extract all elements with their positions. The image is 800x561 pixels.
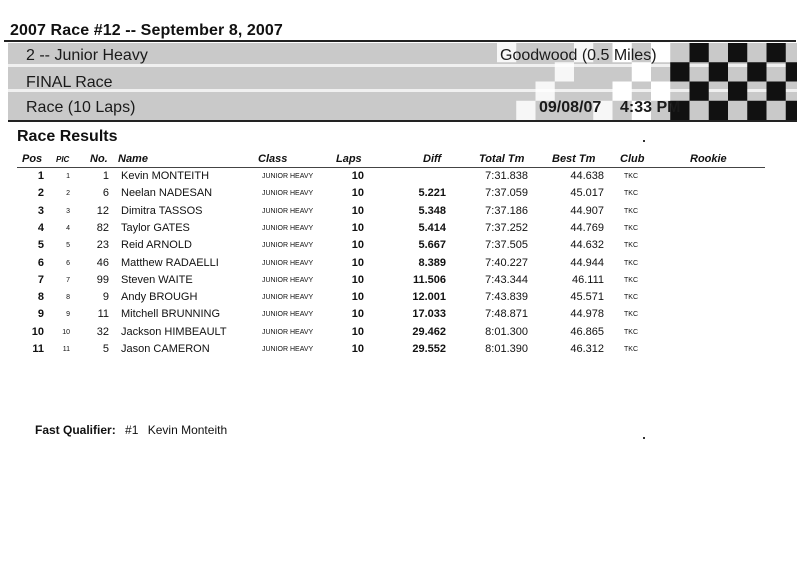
best-time-cell: 44.632 — [570, 239, 604, 252]
name-cell: Taylor GATES — [121, 221, 190, 234]
checker-square — [728, 82, 747, 101]
club-cell: TKC — [624, 311, 638, 319]
table-row — [0, 205, 800, 222]
table-row — [0, 326, 800, 343]
class-cell: JUNIOR HEAVY — [262, 346, 314, 353]
col-header-club: Club — [620, 153, 645, 165]
col-header-pic: PIC — [56, 155, 70, 164]
name-cell: Mitchell BRUNNING — [121, 308, 221, 321]
col-header-rookie: Rookie — [690, 153, 727, 165]
diff-cell: 5.348 — [418, 204, 446, 217]
pic-cell: 9 — [66, 311, 70, 319]
col-header-best: Best Tm — [552, 153, 596, 165]
total-time-cell: 7:43.344 — [485, 273, 528, 286]
pic-cell: 4 — [66, 224, 70, 232]
pic-cell: 1 — [66, 173, 70, 180]
laps-cell: 10 — [351, 256, 364, 269]
number-cell: 9 — [102, 291, 109, 304]
col-header-no: No. — [90, 153, 108, 165]
diff-cell: 11.506 — [412, 273, 446, 286]
diff-cell: 5.221 — [418, 187, 446, 200]
club-cell: TKC — [624, 173, 638, 180]
checker-square — [709, 101, 728, 120]
laps-cell: 10 — [351, 325, 364, 338]
checker-square — [786, 62, 797, 81]
class-cell: JUNIOR HEAVY — [262, 328, 314, 336]
class-name: 2 -- Junior Heavy — [26, 47, 148, 64]
race-date: 09/08/07 — [539, 99, 602, 116]
col-header-laps: Laps — [336, 153, 362, 165]
laps-cell: 10 — [351, 343, 364, 355]
total-time-cell: 8:01.300 — [485, 325, 528, 338]
best-time-cell: 44.907 — [570, 204, 604, 217]
pic-cell: 3 — [66, 207, 70, 215]
col-header-diff: Diff — [423, 153, 442, 165]
class-cell: JUNIOR HEAVY — [262, 276, 314, 284]
total-time-cell: 7:40.227 — [485, 256, 528, 269]
page-title: 2007 Race #12 -- September 8, 2007 — [10, 22, 283, 39]
section-title: Race Results — [17, 128, 118, 145]
laps-cell: 10 — [351, 273, 364, 286]
number-cell: 32 — [96, 325, 109, 338]
table-row — [0, 274, 800, 291]
pic-cell: 6 — [66, 259, 70, 267]
col-header-total: Total Tm — [479, 153, 525, 165]
race-info-banner — [8, 43, 797, 122]
col-header-name: Name — [118, 153, 148, 165]
club-cell: TKC — [624, 207, 638, 215]
laps-cell: 10 — [351, 308, 364, 321]
laps-cell: 10 — [351, 291, 364, 304]
pos-cell: 11 — [32, 343, 44, 355]
laps-cell: 10 — [351, 221, 364, 234]
number-cell: 11 — [97, 308, 109, 321]
number-cell: 99 — [96, 273, 109, 286]
club-cell: TKC — [624, 276, 638, 284]
checker-square — [747, 101, 766, 120]
number-cell: 23 — [96, 239, 109, 252]
pic-cell: 11 — [62, 346, 70, 353]
col-header-class: Class — [258, 153, 288, 165]
checker-square — [709, 62, 728, 81]
pic-cell: 8 — [66, 294, 70, 302]
total-time-cell: 7:37.252 — [485, 221, 528, 234]
checker-square — [651, 82, 670, 101]
number-cell: 1 — [102, 170, 109, 182]
class-cell: JUNIOR HEAVY — [262, 207, 314, 215]
race-time: 4:33 PM — [620, 99, 681, 116]
checker-square — [690, 82, 709, 101]
diff-cell: 8.389 — [418, 256, 446, 269]
checker-square — [767, 43, 786, 62]
best-time-cell: 44.978 — [570, 308, 604, 321]
best-time-cell: 46.865 — [570, 325, 604, 338]
table-row — [0, 257, 800, 274]
checker-square — [536, 82, 555, 101]
checker-square — [632, 62, 651, 81]
checker-square — [516, 101, 535, 120]
club-cell: TKC — [624, 346, 638, 353]
pos-cell: 2 — [37, 187, 44, 200]
name-cell: Jackson HIMBEAULT — [121, 325, 227, 338]
best-time-cell: 46.312 — [570, 343, 604, 355]
checker-square — [747, 62, 766, 81]
pos-cell: 8 — [37, 291, 44, 304]
class-cell: JUNIOR HEAVY — [262, 190, 314, 198]
total-time-cell: 7:43.839 — [485, 291, 528, 304]
best-time-cell: 45.571 — [570, 291, 604, 304]
name-cell: Andy BROUGH — [121, 291, 198, 304]
club-cell: TKC — [624, 328, 638, 336]
pos-cell: 7 — [37, 273, 44, 286]
checker-square — [670, 62, 689, 81]
laps-cell: 10 — [351, 204, 364, 217]
number-cell: 46 — [96, 256, 109, 269]
number-cell: 82 — [96, 221, 109, 234]
table-row — [0, 308, 800, 325]
class-cell: JUNIOR HEAVY — [262, 224, 314, 232]
diff-cell: 12.001 — [412, 291, 446, 304]
race-laps: Race (10 Laps) — [26, 99, 136, 116]
pic-cell: 10 — [62, 328, 70, 336]
fast-qualifier — [35, 423, 227, 437]
laps-cell: 10 — [351, 239, 364, 252]
best-time-cell: 44.944 — [570, 256, 604, 269]
scan-mark — [643, 437, 645, 439]
number-cell: 12 — [96, 204, 109, 217]
diff-cell: 29.462 — [412, 325, 446, 338]
diff-cell: 5.667 — [418, 239, 446, 252]
checker-square — [786, 101, 797, 120]
class-cell: JUNIOR HEAVY — [262, 259, 314, 267]
diff-cell: 5.414 — [418, 221, 446, 234]
table-row — [0, 239, 800, 256]
table-row — [0, 291, 800, 308]
pos-cell: 4 — [37, 221, 44, 234]
fast-qualifier-label: Fast Qualifier: — [35, 423, 116, 437]
pos-cell: 6 — [37, 256, 44, 269]
name-cell: Steven WAITE — [121, 273, 193, 286]
name-cell: Reid ARNOLD — [121, 239, 192, 252]
pos-cell: 3 — [37, 204, 44, 217]
total-time-cell: 7:37.186 — [485, 204, 528, 217]
name-cell: Dimitra TASSOS — [121, 204, 203, 217]
class-cell: JUNIOR HEAVY — [262, 173, 314, 180]
fast-qualifier-name: Kevin Monteith — [147, 423, 228, 437]
name-cell: Matthew RADAELLI — [121, 256, 219, 269]
table-row — [0, 343, 800, 360]
title-divider — [4, 40, 796, 42]
pic-cell: 2 — [66, 190, 70, 198]
name-cell: Kevin MONTEITH — [121, 170, 210, 182]
total-time-cell: 7:48.871 — [485, 308, 528, 321]
table-row — [0, 170, 800, 187]
name-cell: Jason CAMERON — [121, 343, 210, 355]
name-cell: Neelan NADESAN — [121, 187, 213, 200]
total-time-cell: 7:31.838 — [485, 170, 528, 182]
best-time-cell: 46.111 — [571, 273, 604, 286]
class-cell: JUNIOR HEAVY — [262, 311, 314, 319]
club-cell: TKC — [624, 190, 638, 198]
class-cell: JUNIOR HEAVY — [262, 294, 314, 302]
col-header-pos: Pos — [22, 153, 43, 165]
best-time-cell: 44.769 — [570, 221, 604, 234]
pic-cell: 7 — [66, 276, 70, 284]
total-time-cell: 8:01.390 — [485, 343, 528, 355]
scan-mark — [643, 140, 645, 142]
total-time-cell: 7:37.505 — [485, 239, 528, 252]
fast-qualifier-number: #1 — [125, 423, 139, 437]
number-cell: 6 — [102, 187, 109, 200]
best-time-cell: 44.638 — [570, 170, 604, 182]
pos-cell: 5 — [37, 239, 44, 252]
checker-square — [728, 43, 747, 62]
checker-square — [613, 82, 632, 101]
laps-cell: 10 — [351, 187, 364, 200]
checker-square — [555, 62, 574, 81]
diff-cell: 17.033 — [412, 308, 446, 321]
checker-square — [690, 43, 709, 62]
club-cell: TKC — [624, 294, 638, 302]
total-time-cell: 7:37.059 — [485, 187, 528, 200]
laps-cell: 10 — [351, 170, 364, 182]
pos-cell: 10 — [31, 325, 44, 338]
class-cell: JUNIOR HEAVY — [262, 242, 314, 250]
club-cell: TKC — [624, 242, 638, 250]
pic-cell: 5 — [66, 242, 70, 250]
club-cell: TKC — [624, 259, 638, 267]
number-cell: 5 — [102, 343, 109, 355]
table-row — [0, 222, 800, 239]
pos-cell: 9 — [37, 308, 44, 321]
checker-square — [767, 82, 786, 101]
pos-cell: 1 — [37, 170, 44, 182]
club-cell: TKC — [624, 224, 638, 232]
track-name: Goodwood (0.5 Miles) — [500, 47, 657, 64]
diff-cell: 29.552 — [412, 343, 446, 355]
table-row — [0, 187, 800, 204]
header-divider — [17, 167, 765, 168]
best-time-cell: 45.017 — [570, 187, 604, 200]
session-name: FINAL Race — [26, 74, 113, 91]
